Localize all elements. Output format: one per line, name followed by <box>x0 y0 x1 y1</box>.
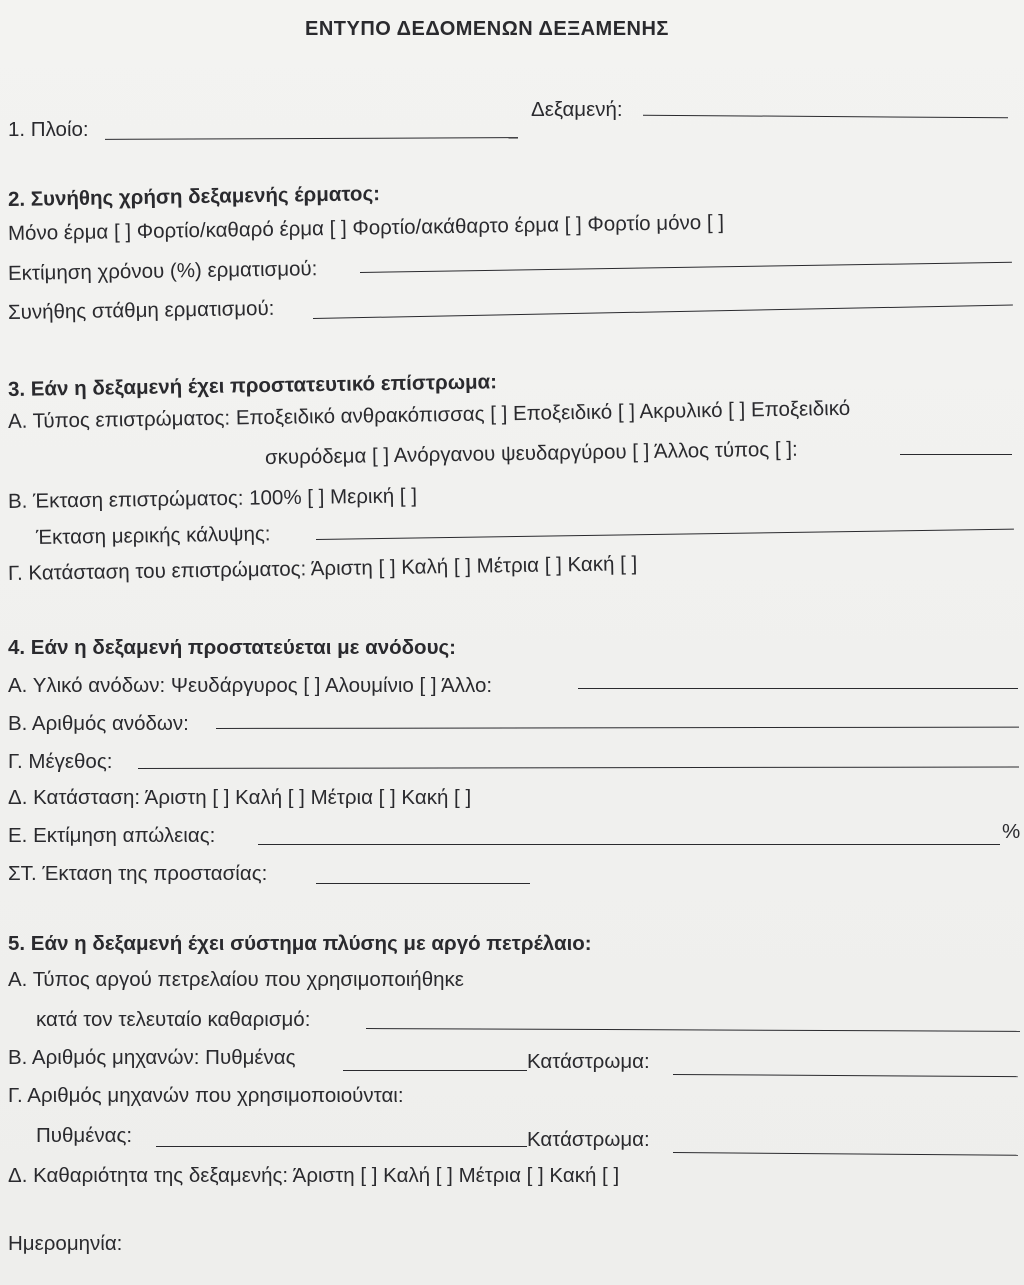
loss-estimate-field[interactable] <box>258 844 1000 845</box>
partial-coverage-label: Έκταση μερικής κάλυψης: <box>35 522 271 549</box>
used-deck-label: Κατάστρωμα: <box>527 1128 650 1151</box>
coating-type-line-1[interactable]: Α. Τύπος επιστρώματος: Εποξειδικό ανθρακόπισσας [ ] Εποξειδικό [ ] Ακρυλικό [ ] Εποξειδικό <box>7 396 851 433</box>
crude-oil-type-label-1: Α. Τύπος αργού πετρελαίου που χρησιμοποιήθηκε <box>8 968 464 991</box>
section-4-heading: 4. Εάν η δεξαμενή προστατεύεται με ανόδους: <box>8 636 456 659</box>
crude-oil-type-field[interactable] <box>366 1028 1020 1032</box>
anode-size-label: Γ. Μέγεθος: <box>8 750 113 773</box>
anode-condition-line[interactable]: Δ. Κατάσταση: Άριστη [ ] Καλή [ ] Μέτρια [ ] Κακή [ ] <box>8 786 472 809</box>
partial-coverage-field[interactable] <box>316 529 1014 540</box>
ballast-usage-options[interactable]: Μόνο έρμα [ ] Φορτίο/καθαρό έρμα [ ] Φορτίο/ακάθαρτο έρμα [ ] Φορτίο μόνο [ ] <box>7 210 725 245</box>
ship-field[interactable] <box>105 137 518 140</box>
coating-type-line-2[interactable]: σκυρόδεμα [ ] Ανόργανου ψευδαργύρου [ ] Άλλος τύπος [ ]: <box>264 437 798 469</box>
coating-other-type-field[interactable] <box>900 454 1012 455</box>
used-bottom-field[interactable] <box>156 1146 527 1147</box>
section-3-heading: 3. Εάν η δεξαμενή έχει προστατευτικό επίστρωμα: <box>7 370 498 401</box>
section-5-heading: 5. Εάν η δεξαμενή έχει σύστημα πλύσης με αργό πετρέλαιο: <box>8 932 592 955</box>
date-label: Ημερομηνία: <box>8 1232 123 1255</box>
machines-bottom-field[interactable] <box>343 1070 527 1071</box>
tank-label: Δεξαμενή: <box>531 98 623 121</box>
coating-extent-line[interactable]: Β. Έκταση επιστρώματος: 100% [ ] Μερική [ ] <box>7 484 418 513</box>
protection-extent-field[interactable] <box>316 883 530 884</box>
tank-field[interactable] <box>643 115 1008 119</box>
ballast-level-label: Συνήθης στάθμη ερματισμού: <box>7 296 275 324</box>
crude-oil-type-label-2: κατά τον τελευταίο καθαρισμό: <box>36 1008 311 1031</box>
anode-size-field[interactable] <box>138 766 1019 769</box>
loss-estimate-label: Ε. Εκτίμηση απώλειας: <box>8 824 216 847</box>
anode-material-line[interactable]: Α. Υλικό ανόδων: Ψευδάργυρος [ ] Αλουμίνιο [ ] Άλλο: <box>8 674 493 697</box>
machines-bottom-label: Β. Αριθμός μηχανών: Πυθμένας <box>8 1046 296 1069</box>
ballast-level-field[interactable] <box>313 305 1013 319</box>
form-title: ΕΝΤΥΠΟ ΔΕΔΟΜΕΝΩΝ ΔΕΞΑΜΕΝΗΣ <box>305 18 669 40</box>
tank-cleanliness-line[interactable]: Δ. Καθαριότητα της δεξαμενής: Άριστη [ ] Καλή [ ] Μέτρια [ ] Κακή [ ] <box>8 1164 620 1187</box>
used-deck-field[interactable] <box>673 1152 1018 1156</box>
loss-estimate-unit: % <box>1002 820 1021 843</box>
anode-count-field[interactable] <box>216 727 1019 729</box>
protection-extent-label: ΣΤ. Έκταση της προστασίας: <box>8 862 268 885</box>
anode-other-material-field[interactable] <box>578 688 1018 689</box>
section-2-heading: 2. Συνήθης χρήση δεξαμενής έρματος: <box>7 182 381 211</box>
coating-condition-line[interactable]: Γ. Κατάσταση του επιστρώματος: Άριστη [ ] Καλή [ ] Μέτρια [ ] Κακή [ ] <box>7 552 638 585</box>
machines-used-label: Γ. Αριθμός μηχανών που χρησιμοποιούνται: <box>8 1084 404 1107</box>
ballast-time-estimate-label: Εκτίμηση χρόνου (%) ερματισμού: <box>7 257 318 285</box>
machines-deck-label: Κατάστρωμα: <box>527 1050 650 1073</box>
ballast-time-estimate-field[interactable] <box>360 262 1012 273</box>
used-bottom-label: Πυθμένας: <box>36 1124 133 1147</box>
ship-label: 1. Πλοίο: <box>8 118 89 141</box>
machines-deck-field[interactable] <box>673 1074 1018 1077</box>
anode-count-label: Β. Αριθμός ανόδων: <box>8 712 189 735</box>
